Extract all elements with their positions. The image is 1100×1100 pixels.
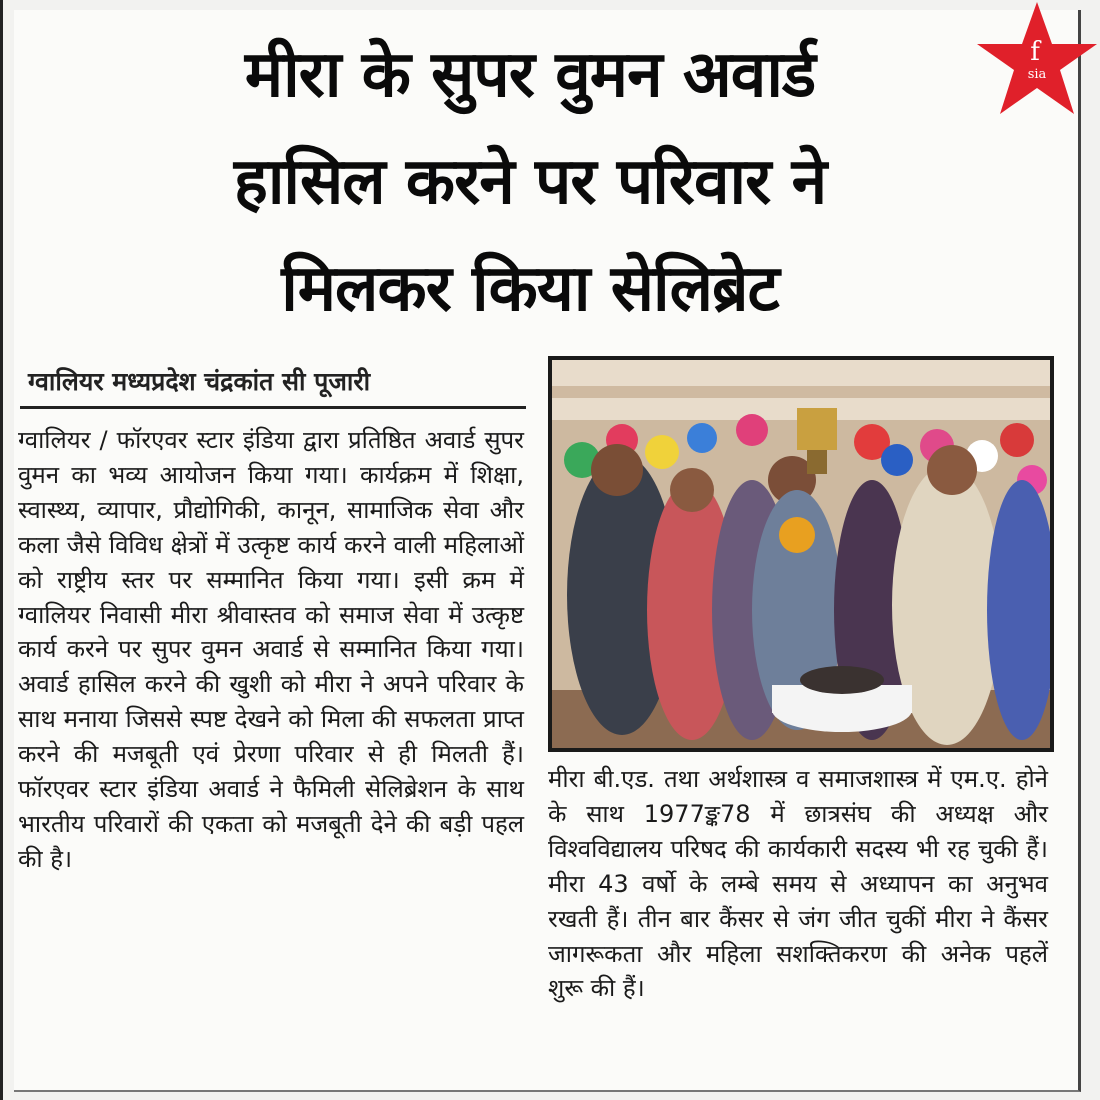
byline: ग्वालियर मध्यप्रदेश चंद्रकांत सी पूजारी <box>28 367 371 396</box>
article-column-right <box>548 762 1048 1006</box>
article-text-right: मीरा बी.एड. तथा अर्थशास्त्र व समाजशास्त्र में एम.ए. होने के साथ 1977ङ्क78 में छात्रसंघ की अध्यक्ष और विश्वविद्यालय परिषद की कार्यकारी सदस्य भी रह चुकी हैं। मीरा 43 वर्षो के लम्बे समय से अध्यापन का अनुभव रखती हैं। तीन बार कैंसर से जंग जीत चुकीं मीरा ने कैंसर जागरूकता और महिला सशक्तिकरण की अनेक पहलें शुरू की हैं। <box>548 765 1048 1003</box>
article-text-left: ग्वालियर / फॉरएवर स्टार इंडिया द्वारा प्रतिष्ठित अवार्ड सुपर वुमन का भव्य आयोजन किया गया। कार्यक्रम में शिक्षा, स्वास्थ्य, व्यापार, प्रौद्योगिकी, कानून, सामाजिक सेवा और कला जैसे विविध क्षेत्रों में उत्कृष्ट कार्य करने वाली महिलाओं को राष्ट्रीय स्तर पर सम्मानित किया गया। इसी क्रम में ग्वालियर निवासी मीरा श्रीवास्तव को समाज सेवा में उत्कृष्ट कार्य करने पर सुपर वुमन अवार्ड से सम्मानित किया गया। अवार्ड हासिल करने की खुशी को मीरा ने अपने परिवार के साथ मनाया जिससे स्पष्ट देखने को मिला की सफलता प्राप्त करने की मजबूती एवं प्रेरणा परिवार से ही मिलती हैं। फॉरएवर स्टार इंडिया अवार्ड ने फैमिली सेलिब्रेशन के साथ भारतीय परिवारों की एकता को मजबूती देने की बड़ी पहल की है। <box>18 426 524 873</box>
event-photo <box>548 356 1054 752</box>
headline <box>20 22 1040 343</box>
page-border-line <box>0 0 3 1100</box>
byline-bar <box>20 358 526 409</box>
logo-text: sia <box>1027 67 1047 82</box>
headline-line-2: हासिल करने पर परिवार ने <box>233 145 827 219</box>
logo-letter: f <box>1030 37 1040 67</box>
article-column-left <box>18 423 524 877</box>
headline-line-1: मीरा के सुपर वुमन अवार्ड <box>244 38 816 112</box>
star-logo-icon <box>975 0 1100 120</box>
headline-line-3: मिलकर किया सेलिब्रेट <box>281 252 779 326</box>
